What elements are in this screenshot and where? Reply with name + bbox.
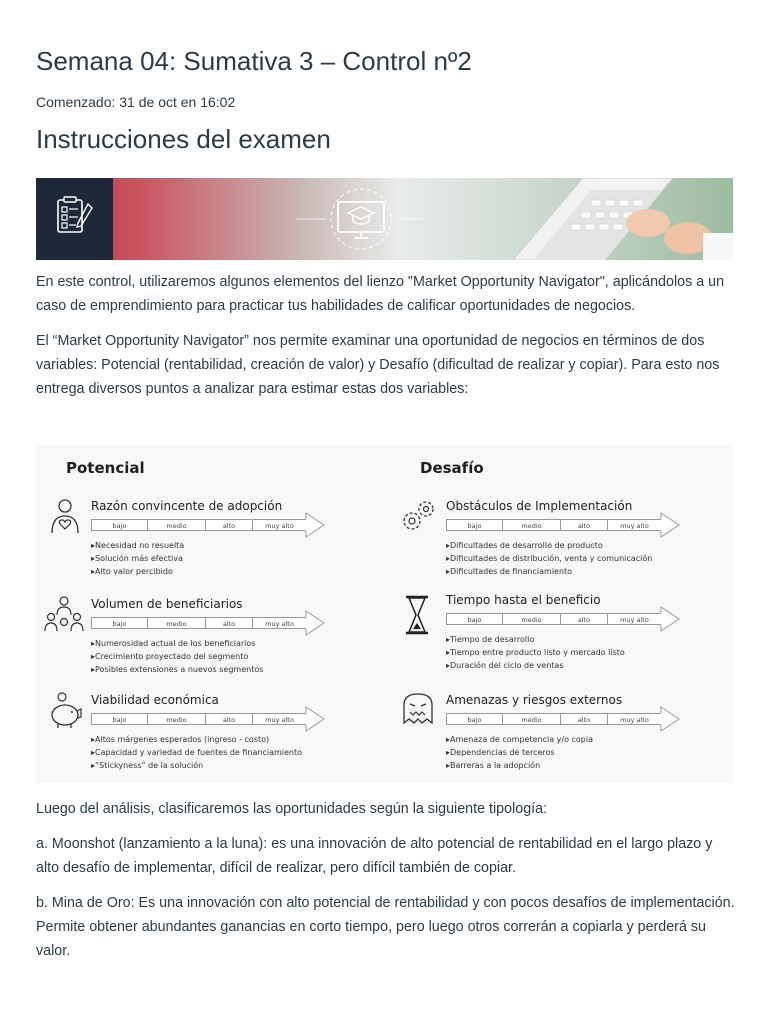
monster-icon (400, 691, 436, 732)
scale-bajo: bajo (91, 713, 147, 725)
market-opportunity-navigator-diagram (36, 445, 733, 783)
graduation-monitor-icon (286, 186, 436, 252)
rating-scale (446, 713, 678, 725)
bullet: ▸ Tiempo de desarrollo (446, 633, 625, 646)
scale-alto: alto (560, 613, 607, 625)
scale-muy-alto: muy alto (252, 617, 306, 629)
scale-bajo: bajo (446, 519, 502, 531)
desafio-title: Desafío (420, 459, 484, 477)
hourglass-icon (404, 595, 430, 640)
scale-muy-alto: muy alto (607, 519, 661, 531)
rating-scale (446, 519, 678, 531)
scale-muy-alto: muy alto (252, 519, 306, 531)
gears-icon (398, 499, 438, 540)
scale-bajo: bajo (446, 613, 502, 625)
scale-medio: medio (147, 617, 205, 629)
block-bullets (446, 539, 652, 578)
navigator-paragraph: El “Market Opportunity Navigator” nos permite examinar una oportunidad de negocios en términos de dos variables: Potencial (rentabilidad, creación de valor) y Desafío (dificultad de realizar y copiar). Para esto nos entrega diversos puntos a analizar para estimar estas dos variables: (36, 333, 720, 397)
scale-medio: medio (502, 519, 560, 531)
scale-muy-alto: muy alto (252, 713, 306, 725)
laptop-hands-icon (473, 178, 733, 260)
mina-de-oro-paragraph: b. Mina de Oro: Es una innovación con alto potencial de rentabilidad y con pocos desafíos de implementación. Permite obtener abundantes ganancias en corto tiempo, pero luego otros correrán a copiarla y perderá su valor. (36, 895, 735, 959)
bullet: ▸ Amenaza de competencia y/o copia (446, 733, 593, 746)
moonshot-paragraph: a. Moonshot (lanzamiento a la luna): es una innovación de alto potencial de rentabilidad en el largo plazo y alto desafío de implementar, difícil de realizar, pero difícil también de copiar. (36, 836, 713, 876)
bullet: ▸ Solución más efectiva (91, 552, 184, 565)
bullet: ▸ Dificultades de distribución, venta y comunicación (446, 552, 652, 565)
bullet: ▸ Dificultades de financiamiento (446, 565, 652, 578)
instructions-banner (36, 178, 733, 260)
block-bullets (91, 637, 263, 676)
rating-scale (91, 713, 323, 725)
block-bullets (446, 733, 593, 772)
bullet: ▸ Dependencias de terceros (446, 746, 593, 759)
scale-medio: medio (147, 519, 205, 531)
bullet: ▸ Posibles extensiones a nuevos segmentos (91, 663, 263, 676)
scale-medio: medio (502, 613, 560, 625)
bullet: ▸ Capacidad y variedad de fuentes de financiamiento (91, 746, 302, 759)
started-timestamp: Comenzado: 31 de oct en 16:02 (36, 94, 236, 110)
rating-scale (91, 519, 323, 531)
scale-muy-alto: muy alto (607, 613, 661, 625)
bullet: ▸ Tiempo entre producto listo y mercado listo (446, 646, 625, 659)
block-bullets (91, 539, 184, 578)
bullet: ▸ Crecimiento proyectado del segmento (91, 650, 263, 663)
scale-alto: alto (205, 519, 252, 531)
bullet: ▸ Alto valor percibido (91, 565, 184, 578)
block-title: Volumen de beneficiarios (91, 597, 243, 611)
scale-medio: medio (502, 713, 560, 725)
scale-alto: alto (205, 713, 252, 725)
page-title: Semana 04: Sumativa 3 – Control nº2 (36, 46, 472, 76)
scale-muy-alto: muy alto (607, 713, 661, 725)
bullet: ▸ Numerosidad actual de los beneficiarios (91, 637, 263, 650)
bullet: ▸ Dificultades de desarrollo de producto (446, 539, 652, 552)
intro-paragraph: En este control, utilizaremos algunos elementos del lienzo "Market Opportunity Navigator", aplicándolos a un caso de emprendimiento para practicar tus habilidades de calificar oportunidades de negocios. (36, 274, 725, 314)
people-group-icon (44, 595, 84, 638)
scale-alto: alto (560, 713, 607, 725)
piggy-bank-icon (46, 691, 84, 734)
scale-bajo: bajo (91, 519, 147, 531)
rating-scale (91, 617, 323, 629)
scale-bajo: bajo (446, 713, 502, 725)
block-title: Obstáculos de Implementación (446, 499, 633, 513)
block-title: Amenazas y riesgos externos (446, 693, 623, 707)
rating-scale (446, 613, 678, 625)
bullet: ▸ Barreras a la adopción (446, 759, 593, 772)
block-bullets (446, 633, 625, 672)
bullet: ▸ Altos márgenes esperados (ingreso - costo) (91, 733, 302, 746)
exam-checklist-icon (36, 178, 113, 260)
scale-alto: alto (205, 617, 252, 629)
scale-medio: medio (147, 713, 205, 725)
scale-bajo: bajo (91, 617, 147, 629)
block-bullets (91, 733, 302, 772)
person-heart-icon (48, 497, 82, 540)
block-title: Tiempo hasta el beneficio (446, 593, 601, 607)
potencial-title: Potencial (66, 459, 145, 477)
block-title: Viabilidad económica (91, 693, 219, 707)
block-title: Razón convincente de adopción (91, 499, 283, 513)
bullet: ▸ Necesidad no resuelta (91, 539, 184, 552)
bullet: ▸ Duración del ciclo de ventas (446, 659, 625, 672)
section-title: Instrucciones del examen (36, 124, 331, 154)
bullet: ▸ “Stickyness” de la solución (91, 759, 302, 772)
scale-alto: alto (560, 519, 607, 531)
typology-intro-paragraph: Luego del análisis, clasificaremos las oportunidades según la siguiente tipología: (36, 801, 548, 817)
